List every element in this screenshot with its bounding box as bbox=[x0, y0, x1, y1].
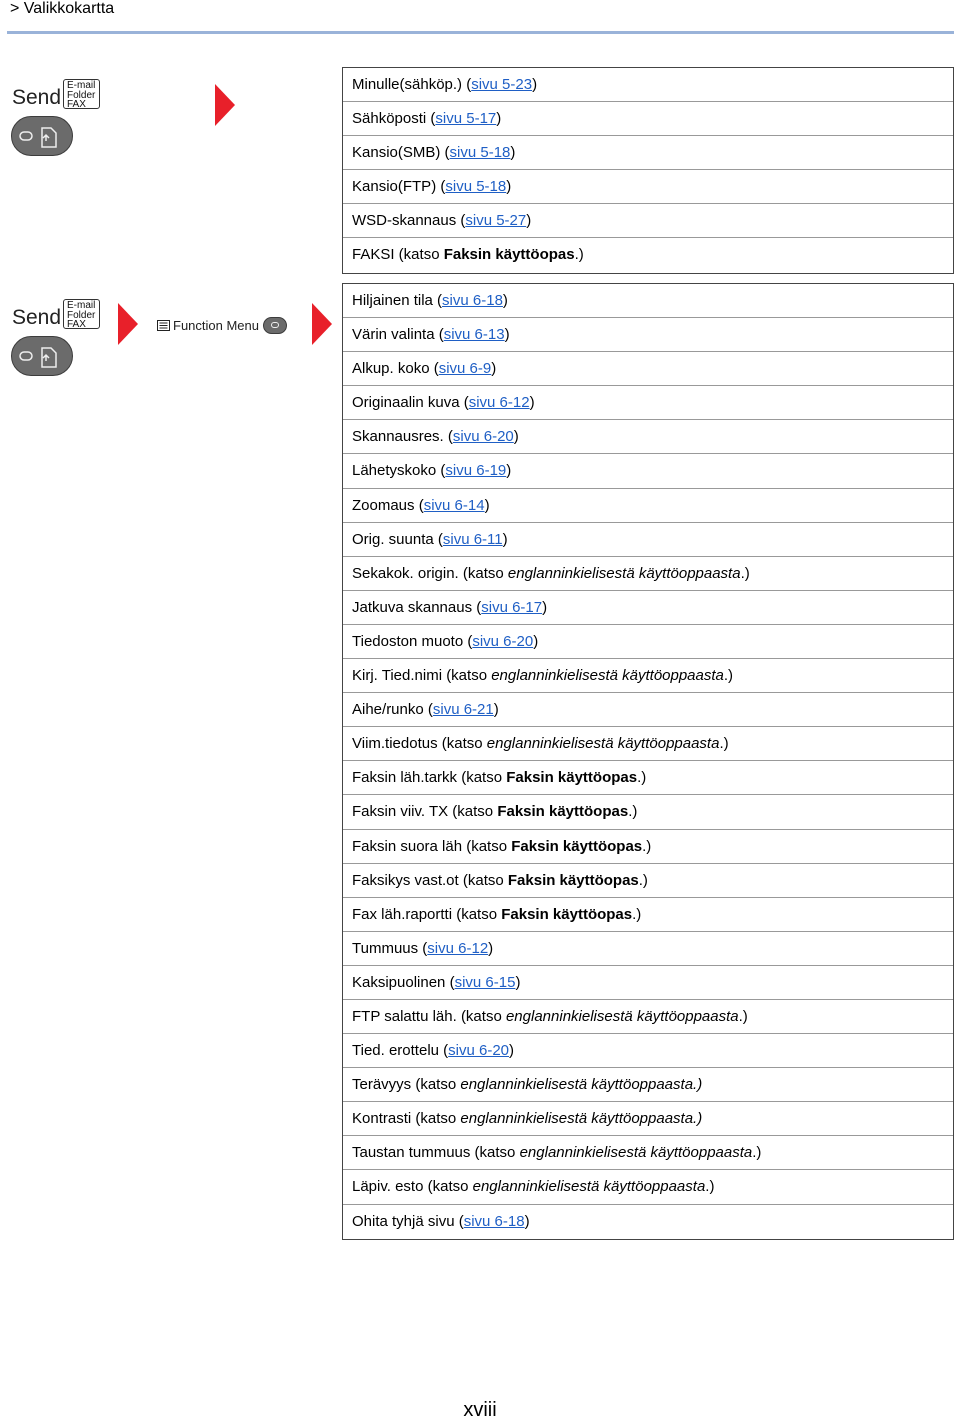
page-reference-link[interactable]: sivu 5-17 bbox=[435, 110, 497, 128]
menu-row bbox=[343, 1000, 953, 1034]
manual-reference: Faksin käyttöopas bbox=[506, 769, 638, 787]
row-text: Värin valinta ( bbox=[352, 326, 444, 344]
row-text: Aihe/runko ( bbox=[352, 701, 433, 719]
row-text: WSD-skannaus ( bbox=[352, 212, 466, 230]
menu-row bbox=[343, 170, 953, 204]
row-text: ) bbox=[532, 76, 538, 93]
send-document-icon bbox=[12, 337, 74, 377]
menu-table-functions bbox=[342, 283, 954, 1240]
row-text: ) bbox=[542, 598, 548, 616]
menu-row bbox=[343, 693, 953, 727]
row-text: Sähköposti ( bbox=[352, 110, 436, 128]
menu-row bbox=[343, 966, 953, 1000]
box-line-folder: Folder bbox=[67, 89, 96, 101]
function-menu-label: Function Menu bbox=[173, 317, 259, 333]
menu-table-destinations bbox=[342, 67, 954, 274]
row-text: ) bbox=[524, 1212, 530, 1230]
manual-reference: englanninkielisestä käyttöoppaasta.) bbox=[460, 1110, 703, 1128]
send-document-icon bbox=[12, 117, 74, 157]
manual-reference: Faksin käyttöopas bbox=[443, 246, 575, 264]
manual-reference: englanninkielisestä käyttöoppaasta bbox=[505, 1007, 739, 1025]
row-text: Lähetyskoko ( bbox=[352, 462, 446, 480]
manual-reference: Faksin käyttöopas bbox=[507, 871, 639, 889]
manual-reference: englanninkielisestä käyttöoppaasta bbox=[507, 564, 741, 582]
page-reference-link[interactable]: sivu 5-18 bbox=[445, 178, 507, 196]
page-reference-link[interactable]: sivu 5-27 bbox=[465, 212, 527, 230]
row-text: ) bbox=[509, 1042, 515, 1060]
menu-row bbox=[343, 864, 953, 898]
page-reference-link[interactable]: sivu 6-15 bbox=[454, 973, 516, 991]
row-text: Fax läh.raportti (katso bbox=[352, 905, 502, 923]
menu-row bbox=[343, 557, 953, 591]
page-reference-link[interactable]: sivu 6-13 bbox=[443, 326, 505, 344]
row-text: .) bbox=[723, 667, 734, 685]
box-line-email: E-mail bbox=[67, 80, 96, 91]
row-text: ) bbox=[502, 530, 508, 548]
arrow-right-icon bbox=[118, 303, 138, 345]
manual-reference: englanninkielisestä käyttöoppaasta bbox=[472, 1178, 706, 1196]
breadcrumb: > Valikkokartta bbox=[10, 0, 115, 17]
manual-reference: Faksin käyttöopas bbox=[511, 837, 643, 855]
send-key-destination-box bbox=[63, 79, 100, 109]
row-text: Faksin suora läh (katso bbox=[352, 837, 512, 855]
page-reference-link[interactable]: sivu 6-20 bbox=[472, 632, 534, 650]
box-line-email: E-mail bbox=[67, 300, 96, 311]
row-text: Skannausres. ( bbox=[352, 428, 453, 446]
box-line-fax: FAX bbox=[67, 99, 86, 110]
list-icon bbox=[157, 320, 170, 331]
menu-row bbox=[343, 898, 953, 932]
menu-row bbox=[343, 591, 953, 625]
row-text: Jatkuva skannaus ( bbox=[352, 598, 482, 616]
menu-row bbox=[343, 830, 953, 864]
menu-row bbox=[343, 318, 953, 352]
page-reference-link[interactable]: sivu 5-18 bbox=[449, 144, 511, 162]
manual-reference: Faksin käyttöopas bbox=[501, 905, 633, 923]
arrow-right-icon bbox=[215, 84, 235, 126]
send-button[interactable] bbox=[11, 116, 73, 156]
row-text: ) bbox=[484, 496, 490, 514]
manual-reference: englanninkielisestä käyttöoppaasta bbox=[519, 1144, 753, 1162]
row-text: .) bbox=[738, 1007, 748, 1025]
row-text: ) bbox=[491, 360, 497, 378]
row-text: ) bbox=[506, 462, 512, 480]
menu-row bbox=[343, 1102, 953, 1136]
page-reference-link[interactable]: sivu 6-9 bbox=[438, 360, 492, 378]
function-menu-button[interactable] bbox=[263, 317, 287, 334]
page-reference-link[interactable]: sivu 6-20 bbox=[452, 428, 514, 446]
page-reference-link[interactable]: sivu 5-23 bbox=[471, 76, 533, 93]
manual-reference: englanninkielisestä käyttöoppaasta.) bbox=[460, 1076, 703, 1094]
menu-row bbox=[343, 102, 953, 136]
menu-row bbox=[343, 420, 953, 454]
menu-row bbox=[343, 795, 953, 829]
menu-row bbox=[343, 1170, 953, 1204]
row-text: .) bbox=[642, 837, 652, 855]
page-reference-link[interactable]: sivu 6-19 bbox=[445, 462, 507, 480]
row-text: .) bbox=[637, 769, 647, 787]
manual-reference: Faksin käyttöopas bbox=[497, 803, 629, 821]
row-text: Faksin viiv. TX (katso bbox=[352, 803, 498, 821]
row-text: .) bbox=[740, 564, 750, 582]
row-text: ) bbox=[510, 144, 516, 162]
row-text: .) bbox=[705, 1178, 715, 1196]
row-text: ) bbox=[513, 428, 519, 446]
row-text: ) bbox=[526, 212, 532, 230]
row-text: Terävyys (katso bbox=[352, 1076, 461, 1094]
header-rule bbox=[7, 31, 954, 34]
menu-row bbox=[343, 659, 953, 693]
row-text: .) bbox=[638, 871, 648, 889]
row-text: Kansio(FTP) ( bbox=[352, 178, 446, 196]
menu-row bbox=[343, 284, 953, 318]
menu-row bbox=[343, 68, 953, 102]
page-reference-link[interactable]: sivu 6-12 bbox=[427, 939, 489, 957]
row-text: ) bbox=[533, 632, 539, 650]
menu-row bbox=[343, 1136, 953, 1170]
page-reference-link[interactable]: sivu 6-11 bbox=[442, 530, 503, 548]
menu-row bbox=[343, 386, 953, 420]
row-text: ) bbox=[515, 973, 521, 991]
page-reference-link[interactable]: sivu 6-12 bbox=[468, 394, 530, 412]
menu-row bbox=[343, 238, 953, 272]
row-text: ) bbox=[502, 292, 508, 309]
row-text: ) bbox=[496, 110, 502, 128]
menu-row bbox=[343, 932, 953, 966]
send-key-label: Send bbox=[12, 86, 62, 109]
page-reference-link[interactable]: sivu 6-18 bbox=[442, 292, 503, 309]
box-line-folder: Folder bbox=[67, 309, 96, 321]
menu-row bbox=[343, 1034, 953, 1068]
menu-row bbox=[343, 489, 953, 523]
row-text: Tiedoston muoto ( bbox=[352, 632, 473, 650]
row-text: ) bbox=[504, 326, 510, 344]
row-text: Kontrasti (katso bbox=[352, 1110, 461, 1128]
page-reference-link[interactable]: sivu 6-20 bbox=[448, 1042, 510, 1060]
row-text: Originaalin kuva ( bbox=[352, 394, 469, 412]
row-text: Ohita tyhjä sivu ( bbox=[352, 1212, 464, 1230]
row-text: .) bbox=[574, 246, 584, 264]
row-text: Zoomaus ( bbox=[352, 496, 424, 514]
page-reference-link[interactable]: sivu 6-21 bbox=[432, 701, 494, 719]
manual-reference: englanninkielisestä käyttöoppaasta bbox=[491, 667, 724, 685]
box-line-fax: FAX bbox=[67, 319, 86, 330]
menu-row bbox=[343, 1205, 953, 1239]
row-text: Orig. suunta ( bbox=[352, 530, 443, 548]
menu-row bbox=[343, 1068, 953, 1102]
row-text: Kirj. Tied.nimi (katso bbox=[352, 667, 492, 685]
menu-row bbox=[343, 454, 953, 488]
row-text: Alkup. koko ( bbox=[352, 360, 439, 378]
row-text: ) bbox=[493, 701, 499, 719]
page-reference-link[interactable]: sivu 6-17 bbox=[481, 598, 543, 616]
row-text: .) bbox=[628, 803, 638, 821]
send-key-destination-box bbox=[63, 299, 100, 329]
row-text: Kansio(SMB) ( bbox=[352, 144, 450, 162]
page-reference-link[interactable]: sivu 6-14 bbox=[423, 496, 485, 514]
menu-row bbox=[343, 625, 953, 659]
manual-reference: englanninkielisestä käyttöoppaasta bbox=[486, 735, 720, 753]
menu-row bbox=[343, 136, 953, 170]
row-text: Sekakok. origin. (katso bbox=[352, 564, 508, 582]
row-text: Läpiv. esto (katso bbox=[352, 1178, 473, 1196]
row-text: ) bbox=[488, 939, 494, 957]
menu-row bbox=[343, 352, 953, 386]
row-text: FAKSI (katso bbox=[352, 246, 444, 264]
send-key-label: Send bbox=[12, 306, 62, 329]
send-button[interactable] bbox=[11, 336, 73, 376]
row-text: Viim.tiedotus (katso bbox=[352, 735, 487, 753]
row-text: .) bbox=[632, 905, 642, 923]
page-number: xviii bbox=[463, 1399, 497, 1421]
menu-row bbox=[343, 761, 953, 795]
menu-row bbox=[343, 727, 953, 761]
row-text: FTP salattu läh. (katso bbox=[352, 1007, 506, 1025]
row-text: .) bbox=[719, 735, 729, 753]
page-reference-link[interactable]: sivu 6-18 bbox=[463, 1212, 525, 1230]
row-text: Kaksipuolinen ( bbox=[352, 973, 455, 991]
row-text: ) bbox=[506, 178, 512, 196]
menu-row bbox=[343, 204, 953, 238]
row-text: Faksikys vast.ot (katso bbox=[352, 871, 508, 889]
function-menu-key bbox=[157, 315, 287, 335]
row-text: Hiljainen tila ( bbox=[352, 292, 443, 309]
row-text: Tummuus ( bbox=[352, 939, 428, 957]
row-text: .) bbox=[752, 1144, 762, 1162]
row-text: Minulle(sähköp.) ( bbox=[352, 76, 472, 93]
row-text: Taustan tummuus (katso bbox=[352, 1144, 520, 1162]
menu-row bbox=[343, 523, 953, 557]
row-text: ) bbox=[529, 394, 535, 412]
row-text: Faksin läh.tarkk (katso bbox=[352, 769, 507, 787]
row-text: Tied. erottelu ( bbox=[352, 1042, 449, 1060]
arrow-right-icon bbox=[312, 303, 332, 345]
